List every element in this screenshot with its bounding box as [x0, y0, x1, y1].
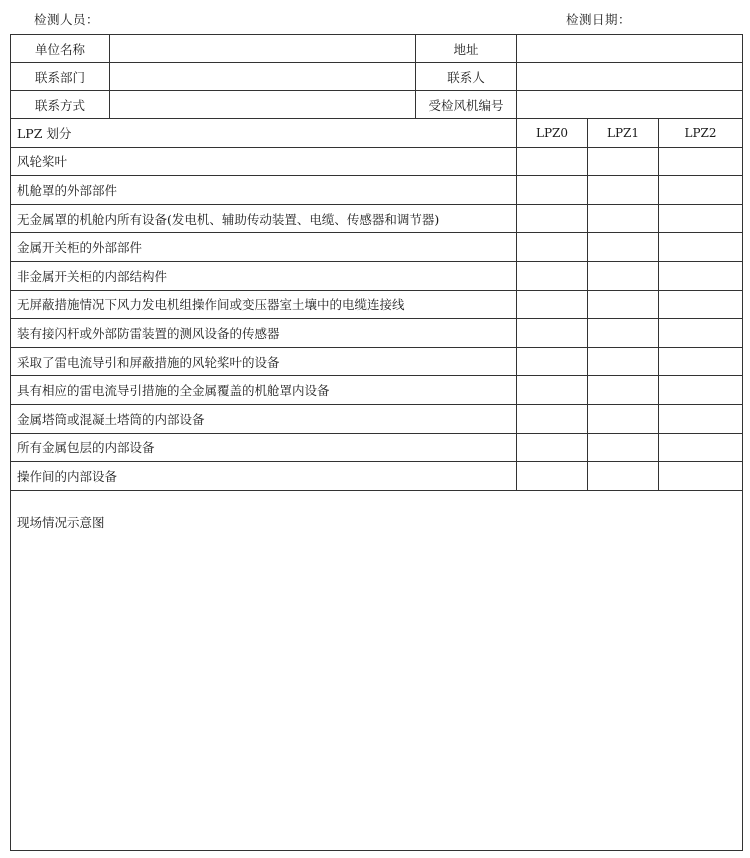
lpz1-check-cell[interactable]	[588, 261, 659, 290]
lpz-row	[11, 261, 743, 290]
lpz-row-label: 具有相应的雷电流导引措施的全金属覆盖的机舱罩内设备	[11, 376, 517, 405]
info-row-unit	[11, 35, 743, 63]
department-field[interactable]	[110, 63, 416, 91]
lpz2-check-cell[interactable]	[659, 376, 743, 405]
address-field[interactable]	[517, 35, 743, 63]
lpz-row	[11, 319, 743, 348]
lpz2-check-cell[interactable]	[659, 176, 743, 205]
lpz0-check-cell[interactable]	[517, 462, 588, 491]
lpz2-check-cell[interactable]	[659, 233, 743, 262]
lpz-row-label: 操作间的内部设备	[11, 462, 517, 491]
lpz1-column-header: LPZ1	[588, 119, 659, 148]
inspection-form-table	[10, 34, 743, 851]
lpz-row	[11, 433, 743, 462]
lpz0-check-cell[interactable]	[517, 147, 588, 176]
lpz1-check-cell[interactable]	[588, 433, 659, 462]
lpz1-check-cell[interactable]	[588, 319, 659, 348]
info-row-contact	[11, 91, 743, 119]
lpz0-check-cell[interactable]	[517, 176, 588, 205]
lpz2-check-cell[interactable]	[659, 462, 743, 491]
lpz2-check-cell[interactable]	[659, 319, 743, 348]
lpz-row	[11, 462, 743, 491]
turbine-number-field[interactable]	[517, 91, 743, 119]
unit-name-field[interactable]	[110, 35, 416, 63]
lpz0-check-cell[interactable]	[517, 233, 588, 262]
lpz2-check-cell[interactable]	[659, 347, 743, 376]
lpz-row-label: 无屏蔽措施情况下风力发电机组操作间或变压器室土壤中的电缆连接线	[11, 290, 517, 319]
address-label: 地址	[416, 35, 517, 63]
lpz0-check-cell[interactable]	[517, 290, 588, 319]
lpz1-check-cell[interactable]	[588, 147, 659, 176]
lpz1-check-cell[interactable]	[588, 404, 659, 433]
turbine-number-label: 受检风机编号	[416, 91, 517, 119]
contact-method-label: 联系方式	[11, 91, 110, 119]
lpz1-check-cell[interactable]	[588, 376, 659, 405]
lpz0-check-cell[interactable]	[517, 347, 588, 376]
lpz0-check-cell[interactable]	[517, 404, 588, 433]
department-label: 联系部门	[11, 63, 110, 91]
lpz-row-label: 装有接闪杆或外部防雷装置的测风设备的传感器	[11, 319, 517, 348]
lpz-row-label: 金属塔筒或混凝土塔筒的内部设备	[11, 404, 517, 433]
inspection-date-label: 检测日期：	[566, 12, 632, 27]
site-sketch-label: 现场情况示意图	[17, 514, 105, 530]
lpz-header-row	[11, 119, 743, 148]
lpz-row-label: 风轮桨叶	[11, 147, 517, 176]
lpz-row	[11, 347, 743, 376]
contact-method-field[interactable]	[110, 91, 416, 119]
lpz-row	[11, 233, 743, 262]
lpz1-check-cell[interactable]	[588, 233, 659, 262]
lpz-row	[11, 404, 743, 433]
lpz0-check-cell[interactable]	[517, 261, 588, 290]
lpz-row	[11, 204, 743, 233]
unit-name-label: 单位名称	[11, 35, 110, 63]
lpz-row	[11, 376, 743, 405]
lpz2-check-cell[interactable]	[659, 147, 743, 176]
lpz2-check-cell[interactable]	[659, 433, 743, 462]
lpz-row	[11, 290, 743, 319]
lpz1-check-cell[interactable]	[588, 290, 659, 319]
lpz0-column-header: LPZ0	[517, 119, 588, 148]
inspector-label: 检测人员：	[34, 12, 100, 27]
lpz-row-label: 无金属罩的机舱内所有设备(发电机、辅助传动装置、电缆、传感器和调节器)	[11, 204, 517, 233]
lpz2-check-cell[interactable]	[659, 204, 743, 233]
lpz-heading: LPZ 划分	[11, 119, 517, 148]
contact-person-field[interactable]	[517, 63, 743, 91]
lpz-row	[11, 176, 743, 205]
lpz1-check-cell[interactable]	[588, 347, 659, 376]
lpz2-check-cell[interactable]	[659, 261, 743, 290]
info-row-department	[11, 63, 743, 91]
lpz-row-label: 所有金属包层的内部设备	[11, 433, 517, 462]
lpz2-check-cell[interactable]	[659, 290, 743, 319]
lpz-row	[11, 147, 743, 176]
lpz0-check-cell[interactable]	[517, 319, 588, 348]
contact-person-label: 联系人	[416, 63, 517, 91]
lpz1-check-cell[interactable]	[588, 204, 659, 233]
lpz0-check-cell[interactable]	[517, 204, 588, 233]
lpz2-column-header: LPZ2	[659, 119, 743, 148]
lpz1-check-cell[interactable]	[588, 176, 659, 205]
lpz-row-label: 非金属开关柜的内部结构件	[11, 261, 517, 290]
lpz-row-label: 金属开关柜的外部部件	[11, 233, 517, 262]
sketch-row	[11, 490, 743, 850]
lpz0-check-cell[interactable]	[517, 433, 588, 462]
lpz-row-label: 机舱罩的外部部件	[11, 176, 517, 205]
lpz-row-label: 采取了雷电流导引和屏蔽措施的风轮桨叶的设备	[11, 347, 517, 376]
site-sketch-area[interactable]	[11, 490, 743, 850]
lpz0-check-cell[interactable]	[517, 376, 588, 405]
lpz2-check-cell[interactable]	[659, 404, 743, 433]
lpz1-check-cell[interactable]	[588, 462, 659, 491]
